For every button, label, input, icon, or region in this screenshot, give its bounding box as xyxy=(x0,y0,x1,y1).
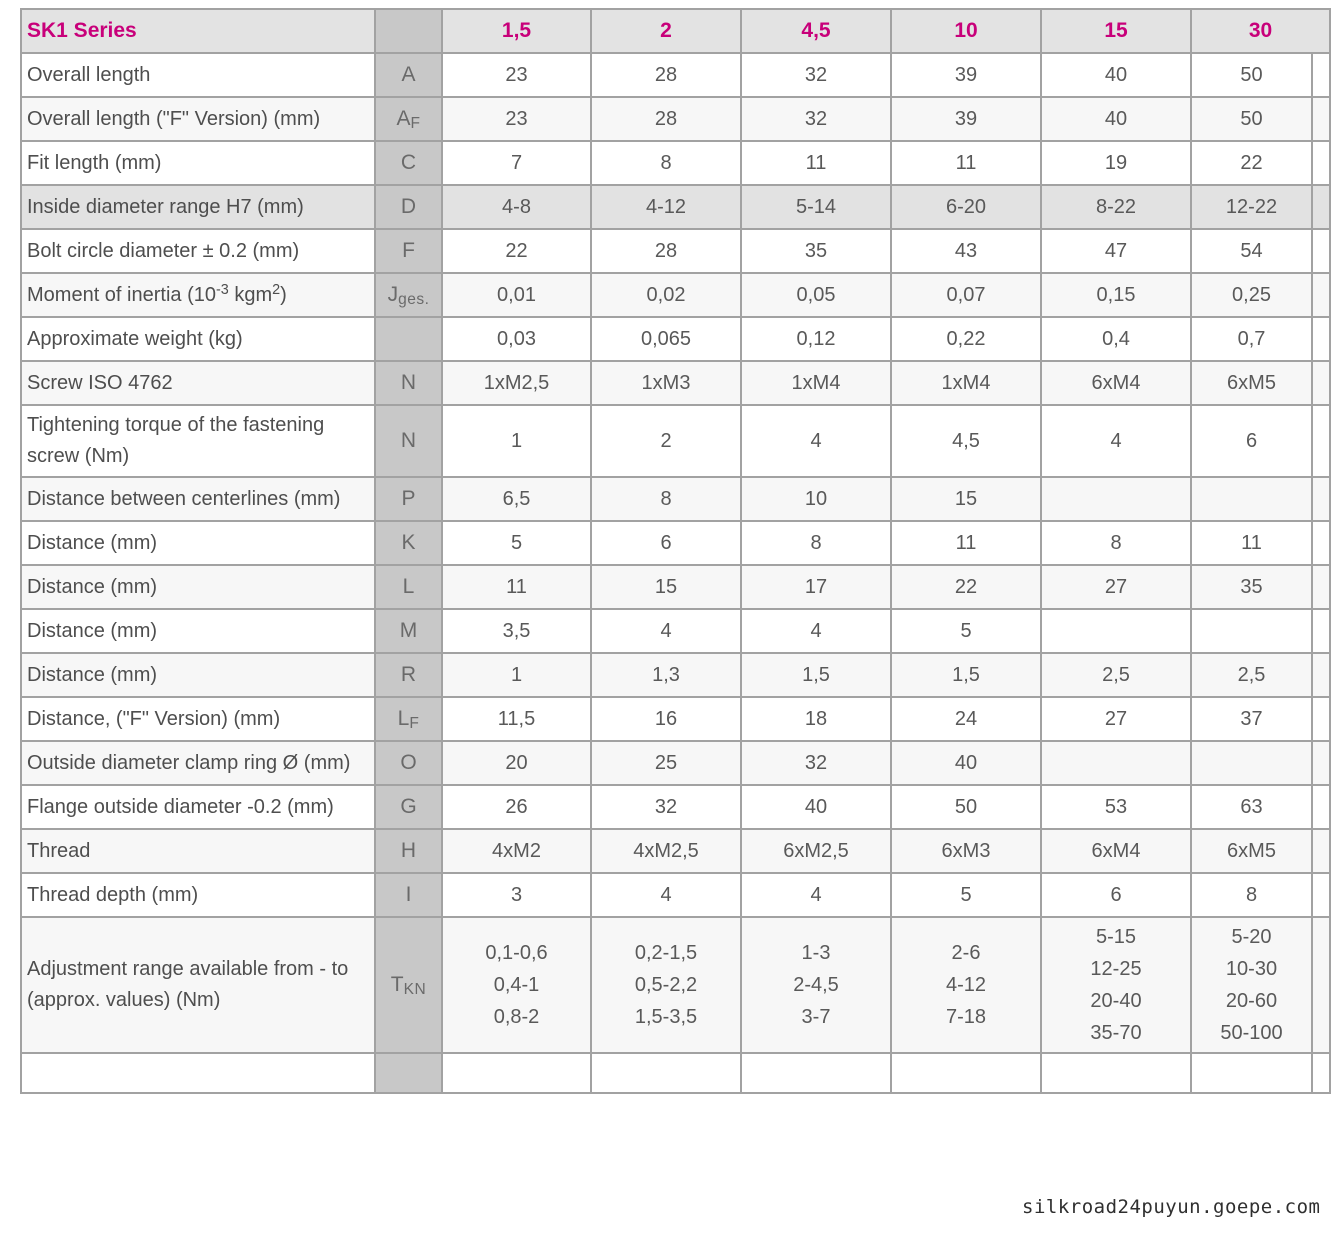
cell-value: 6,5 xyxy=(442,477,591,521)
row-symbol: C xyxy=(375,141,442,185)
table-row xyxy=(21,477,1330,521)
partial-row xyxy=(21,1053,1330,1093)
cell-value: 6-20 xyxy=(891,185,1041,229)
sliver-cell xyxy=(1312,97,1330,141)
sliver-cell xyxy=(1312,405,1330,477)
row-label: Moment of inertia ($10^{-3}$ kgm$^2$) xyxy=(21,273,375,317)
row-label: Screw ISO 4762 xyxy=(21,361,375,405)
sliver-cell xyxy=(1312,609,1330,653)
cell-value: 0,4 xyxy=(1041,317,1191,361)
cell-value: 4 xyxy=(741,405,891,477)
column-header: 4,5 xyxy=(741,9,891,53)
row-symbol: H xyxy=(375,829,442,873)
cell-value: 26 xyxy=(442,785,591,829)
cell-value: 0,22 xyxy=(891,317,1041,361)
cell-value: 23 xyxy=(442,53,591,97)
cell-value: 4,5 xyxy=(891,405,1041,477)
table-row xyxy=(21,741,1330,785)
cell-value: 50 xyxy=(1191,53,1312,97)
row-label: Tightening torque of the fastening screw (Nm) xyxy=(21,405,375,477)
cell-value: 1 xyxy=(442,653,591,697)
cell-value: 8 xyxy=(591,141,741,185)
cell-value: 5-14 xyxy=(741,185,891,229)
cell-value: 53 xyxy=(1041,785,1191,829)
cell-value xyxy=(1041,477,1191,521)
cell-value: 27 xyxy=(1041,565,1191,609)
row-symbol: M xyxy=(375,609,442,653)
table-row xyxy=(21,697,1330,741)
table-row xyxy=(21,53,1330,97)
sliver-cell xyxy=(1312,53,1330,97)
sliver-cell xyxy=(1312,273,1330,317)
letter-column-header xyxy=(375,9,442,53)
cell-value: 6xM5 xyxy=(1191,361,1312,405)
sliver-cell xyxy=(1312,829,1330,873)
cell-value: 4-8 xyxy=(442,185,591,229)
cell-value: 1xM3 xyxy=(591,361,741,405)
cell-value: 1xM4 xyxy=(741,361,891,405)
row-label: Thread depth (mm) xyxy=(21,873,375,917)
cell-value: 5 xyxy=(442,521,591,565)
table-row xyxy=(21,565,1330,609)
table-row xyxy=(21,917,1330,1053)
row-symbol: K xyxy=(375,521,442,565)
sliver-cell xyxy=(1312,741,1330,785)
cell-value: 4 xyxy=(1041,405,1191,477)
cell-value: 0,12 xyxy=(741,317,891,361)
cell-value: 11 xyxy=(1191,521,1312,565)
cell-value xyxy=(1191,477,1312,521)
cell-value: 15 xyxy=(591,565,741,609)
row-label: Distance (mm) xyxy=(21,653,375,697)
table-row xyxy=(21,653,1330,697)
row-label: Overall length xyxy=(21,53,375,97)
column-header: 1,5 xyxy=(442,9,591,53)
cell-value: 6xM3 xyxy=(891,829,1041,873)
row-symbol: R xyxy=(375,653,442,697)
cell-value: 0,25 xyxy=(1191,273,1312,317)
cell-value: 15 xyxy=(891,477,1041,521)
cell-value: 12-22 xyxy=(1191,185,1312,229)
row-symbol: I xyxy=(375,873,442,917)
row-symbol: F xyxy=(375,229,442,273)
cell-value: 50 xyxy=(1191,97,1312,141)
cell-value: 3 xyxy=(442,873,591,917)
cell-value: 0,05 xyxy=(741,273,891,317)
table-row xyxy=(21,185,1330,229)
row-label: Bolt circle diameter ± 0.2 (mm) xyxy=(21,229,375,273)
row-symbol: TKN xyxy=(375,917,442,1053)
cell-value: 6xM4 xyxy=(1041,361,1191,405)
cell-value: 1,5 xyxy=(741,653,891,697)
header-row xyxy=(21,9,1330,53)
cell-value: 63 xyxy=(1191,785,1312,829)
cell-value: 6xM4 xyxy=(1041,829,1191,873)
cell-value: 0,07 xyxy=(891,273,1041,317)
sliver-cell xyxy=(1312,873,1330,917)
cell-value: 0,02 xyxy=(591,273,741,317)
column-header: 15 xyxy=(1041,9,1191,53)
cell-value: 5-20 10-30 20-60 50-100 xyxy=(1191,917,1312,1053)
row-label: Fit length (mm) xyxy=(21,141,375,185)
row-label: Distance, ("F" Version) (mm) xyxy=(21,697,375,741)
cell-value: 24 xyxy=(891,697,1041,741)
row-symbol: G xyxy=(375,785,442,829)
cell-value: 27 xyxy=(1041,697,1191,741)
cell-value: 32 xyxy=(741,53,891,97)
cell-value: 22 xyxy=(442,229,591,273)
cell-value: 28 xyxy=(591,229,741,273)
cell-value: 10 xyxy=(741,477,891,521)
row-symbol: L xyxy=(375,565,442,609)
cell-value: 11 xyxy=(891,141,1041,185)
row-symbol: D xyxy=(375,185,442,229)
cell-value: 6xM2,5 xyxy=(741,829,891,873)
sliver-cell xyxy=(1312,477,1330,521)
row-label: Outside diameter clamp ring Ø (mm) xyxy=(21,741,375,785)
row-symbol xyxy=(375,317,442,361)
row-label: Overall length ("F" Version) (mm) xyxy=(21,97,375,141)
cell-value: 4 xyxy=(591,609,741,653)
cell-value: 1,3 xyxy=(591,653,741,697)
table-row xyxy=(21,97,1330,141)
row-label: Distance (mm) xyxy=(21,609,375,653)
cell-value: 50 xyxy=(891,785,1041,829)
cell-value: 18 xyxy=(741,697,891,741)
cell-value: 2,5 xyxy=(1041,653,1191,697)
row-label: Distance (mm) xyxy=(21,565,375,609)
row-label: Adjustment range available from - to (approx. values) (Nm) xyxy=(21,917,375,1053)
column-header: 30 xyxy=(1191,9,1330,53)
cell-value: 0,7 xyxy=(1191,317,1312,361)
row-symbol: N xyxy=(375,405,442,477)
cell-value: 11 xyxy=(442,565,591,609)
cell-value: 8 xyxy=(1191,873,1312,917)
cell-value: 1-3 2-4,5 3-7 xyxy=(741,917,891,1053)
cell-value: 32 xyxy=(591,785,741,829)
table-row xyxy=(21,405,1330,477)
row-symbol: Jges. xyxy=(375,273,442,317)
cell-value: 32 xyxy=(741,97,891,141)
cell-value xyxy=(1191,741,1312,785)
cell-value: 0,15 xyxy=(1041,273,1191,317)
cell-value: 11 xyxy=(891,521,1041,565)
watermark: silkroad24puyun.goepe.com xyxy=(1022,1196,1321,1218)
table-row xyxy=(21,609,1330,653)
cell-value: 28 xyxy=(591,97,741,141)
cell-value: 37 xyxy=(1191,697,1312,741)
sliver-cell xyxy=(1312,361,1330,405)
cell-value: 11 xyxy=(741,141,891,185)
row-symbol: AF xyxy=(375,97,442,141)
cell-value: 40 xyxy=(1041,53,1191,97)
row-label: Distance (mm) xyxy=(21,521,375,565)
row-symbol: O xyxy=(375,741,442,785)
row-label: Thread xyxy=(21,829,375,873)
table-row xyxy=(21,273,1330,317)
table-row xyxy=(21,873,1330,917)
sliver-cell xyxy=(1312,697,1330,741)
cell-value: 40 xyxy=(891,741,1041,785)
sliver-cell xyxy=(1312,917,1330,1053)
row-label: Inside diameter range H7 (mm) xyxy=(21,185,375,229)
cell-value: 19 xyxy=(1041,141,1191,185)
cell-value: 22 xyxy=(1191,141,1312,185)
cell-value: 43 xyxy=(891,229,1041,273)
cell-value: 17 xyxy=(741,565,891,609)
cell-value: 0,1-0,6 0,4-1 0,8-2 xyxy=(442,917,591,1053)
cell-value: 5 xyxy=(891,609,1041,653)
cell-value: 28 xyxy=(591,53,741,97)
table-row xyxy=(21,141,1330,185)
cell-value: 54 xyxy=(1191,229,1312,273)
cell-value: 11,5 xyxy=(442,697,591,741)
cell-value: 6xM5 xyxy=(1191,829,1312,873)
cell-value: 16 xyxy=(591,697,741,741)
cell-value: 0,01 xyxy=(442,273,591,317)
cell-value: 6 xyxy=(1191,405,1312,477)
cell-value: 1,5 xyxy=(891,653,1041,697)
cell-value: 6 xyxy=(591,521,741,565)
column-header: 10 xyxy=(891,9,1041,53)
cell-value: 1 xyxy=(442,405,591,477)
cell-value: 4xM2,5 xyxy=(591,829,741,873)
cell-value xyxy=(1191,609,1312,653)
cell-value: 23 xyxy=(442,97,591,141)
cell-value: 47 xyxy=(1041,229,1191,273)
cell-value xyxy=(1041,609,1191,653)
cell-value: 20 xyxy=(442,741,591,785)
spec-table xyxy=(20,8,1331,1094)
sliver-cell xyxy=(1312,229,1330,273)
table-row xyxy=(21,785,1330,829)
cell-value: 0,065 xyxy=(591,317,741,361)
cell-value: 35 xyxy=(741,229,891,273)
cell-value: 8 xyxy=(1041,521,1191,565)
cell-value: 22 xyxy=(891,565,1041,609)
series-title: SK1 Series xyxy=(21,9,375,53)
sliver-cell xyxy=(1312,185,1330,229)
cell-value: 0,03 xyxy=(442,317,591,361)
cell-value: 25 xyxy=(591,741,741,785)
cell-value: 2 xyxy=(591,405,741,477)
row-symbol: A xyxy=(375,53,442,97)
cell-value: 7 xyxy=(442,141,591,185)
table-row xyxy=(21,361,1330,405)
cell-value: 40 xyxy=(1041,97,1191,141)
cell-value: 5 xyxy=(891,873,1041,917)
cell-value: 40 xyxy=(741,785,891,829)
table-row xyxy=(21,521,1330,565)
sliver-cell xyxy=(1312,785,1330,829)
cell-value: 8 xyxy=(591,477,741,521)
cell-value: 4 xyxy=(591,873,741,917)
cell-value: 1xM4 xyxy=(891,361,1041,405)
cell-value: 2,5 xyxy=(1191,653,1312,697)
sliver-cell xyxy=(1312,565,1330,609)
sliver-cell xyxy=(1312,141,1330,185)
table-row xyxy=(21,317,1330,361)
cell-value: 8-22 xyxy=(1041,185,1191,229)
sliver-cell xyxy=(1312,653,1330,697)
cell-value: 39 xyxy=(891,53,1041,97)
cell-value: 3,5 xyxy=(442,609,591,653)
cell-value: 32 xyxy=(741,741,891,785)
row-symbol: N xyxy=(375,361,442,405)
cell-value: 39 xyxy=(891,97,1041,141)
cell-value: 5-15 12-25 20-40 35-70 xyxy=(1041,917,1191,1053)
cell-value: 0,2-1,5 0,5-2,2 1,5-3,5 xyxy=(591,917,741,1053)
cell-value: 4 xyxy=(741,873,891,917)
cell-value: 4xM2 xyxy=(442,829,591,873)
cell-value: 1xM2,5 xyxy=(442,361,591,405)
row-symbol: LF xyxy=(375,697,442,741)
row-symbol: P xyxy=(375,477,442,521)
column-header: 2 xyxy=(591,9,741,53)
cell-value: 35 xyxy=(1191,565,1312,609)
cell-value: 8 xyxy=(741,521,891,565)
sliver-cell xyxy=(1312,521,1330,565)
cell-value xyxy=(1041,741,1191,785)
cell-value: 4-12 xyxy=(591,185,741,229)
cell-value: 2-6 4-12 7-18 xyxy=(891,917,1041,1053)
sliver-cell xyxy=(1312,317,1330,361)
cell-value: 6 xyxy=(1041,873,1191,917)
cell-value: 4 xyxy=(741,609,891,653)
row-label: Distance between centerlines (mm) xyxy=(21,477,375,521)
table-row xyxy=(21,829,1330,873)
table-row xyxy=(21,229,1330,273)
row-label: Approximate weight (kg) xyxy=(21,317,375,361)
row-label: Flange outside diameter -0.2 (mm) xyxy=(21,785,375,829)
